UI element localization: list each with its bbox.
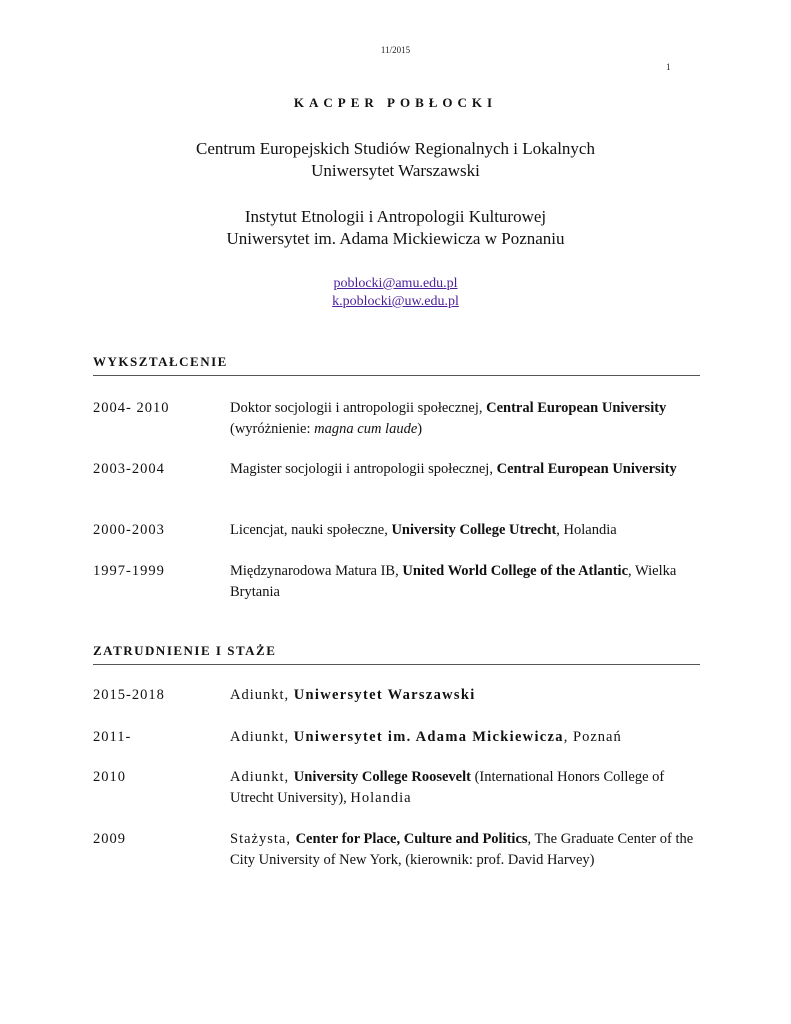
affiliation-1-university: Uniwersytet Warszawski	[311, 161, 480, 180]
email-list	[0, 275, 791, 311]
entry-institution: Central European University	[496, 461, 677, 477]
entry-position: Adiunkt,	[230, 729, 294, 745]
affiliation-2-university: Uniwersytet im. Adama Mickiewicza w Poznaniu	[226, 229, 565, 248]
entry-note-suffix: )	[417, 421, 423, 437]
entry-note-honors: magna cum laude	[314, 421, 418, 437]
entry-institution: Center for Place, Culture and Politics	[295, 831, 528, 847]
entry-description	[230, 727, 702, 748]
entry-position: Adiunkt,	[230, 769, 294, 785]
entry-description	[230, 398, 702, 440]
email-link-uw[interactable]: k.poblocki@uw.edu.pl	[332, 294, 459, 309]
entry-years: 2003-2004	[93, 461, 165, 477]
entry-detail: (International Honors College of Utrecht University),	[230, 769, 665, 806]
section-title-employment: ZATRUDNIENIE I STAŻE	[93, 643, 700, 665]
entry-degree: Licencjat, nauki społeczne,	[230, 522, 392, 538]
entry-years: 2011-	[93, 729, 132, 745]
affiliation-2	[0, 206, 791, 250]
entry-institution: Central European University	[486, 400, 667, 416]
entry-years: 2004- 2010	[93, 400, 170, 416]
section-title-education: WYKSZTAŁCENIE	[93, 354, 700, 376]
header-date: 11/2015	[380, 45, 411, 55]
entry-degree: Magister socjologii i antropologii społecznej,	[230, 461, 497, 477]
entry-description	[230, 561, 702, 603]
entry-years: 2009	[93, 831, 126, 847]
entry-years: 1997-1999	[93, 563, 165, 579]
entry-degree: Doktor socjologii i antropologii społecznej,	[230, 400, 487, 416]
affiliation-2-institute: Instytut Etnologii i Antropologii Kulturowej	[244, 207, 547, 226]
affiliation-1-institute: Centrum Europejskich Studiów Regionalnych i Lokalnych	[196, 139, 595, 158]
entry-institution: Uniwersytet im. Adama Mickiewicza	[293, 729, 564, 745]
email-link-amu[interactable]: poblocki@amu.edu.pl	[333, 276, 458, 291]
entry-detail: , The Graduate Center of the City University of New York, (kierownik: prof. David Harvey)	[230, 831, 694, 868]
entry-years: 2015-2018	[93, 687, 165, 703]
entry-location: , Holandia	[556, 522, 617, 538]
entry-description	[230, 829, 702, 871]
entry-position: Stażysta,	[230, 831, 296, 847]
entry-description	[230, 520, 702, 541]
entry-location: , Poznań	[563, 729, 622, 745]
entry-institution: United World College of the Atlantic	[402, 563, 629, 579]
page-number: 1	[666, 62, 671, 72]
entry-institution: Uniwersytet Warszawski	[293, 687, 476, 703]
entry-years: 2000-2003	[93, 522, 165, 538]
entry-years: 2010	[93, 769, 126, 785]
entry-position: Adiunkt,	[230, 687, 294, 703]
entry-location: Holandia	[350, 790, 412, 806]
entry-note-prefix: (wyróżnienie:	[230, 421, 315, 437]
entry-description	[230, 685, 702, 706]
entry-location: , Wielka Brytania	[230, 563, 677, 600]
person-name: KACPER POBŁOCKI	[293, 95, 498, 110]
entry-institution: University College Roosevelt	[293, 769, 471, 785]
entry-description	[230, 767, 702, 809]
affiliation-1	[0, 138, 791, 182]
entry-description	[230, 459, 702, 480]
entry-degree: Międzynarodowa Matura IB,	[230, 563, 403, 579]
entry-institution: University College Utrecht	[391, 522, 557, 538]
